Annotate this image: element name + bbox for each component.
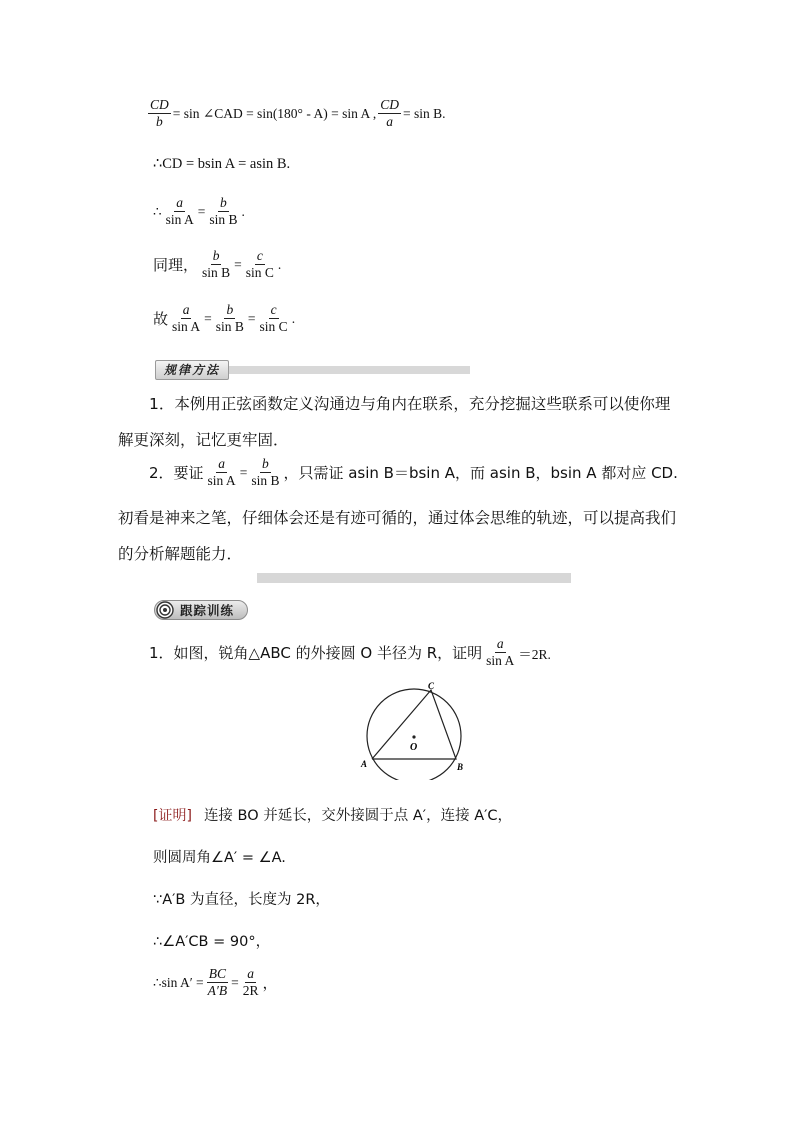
circumcircle-figure — [358, 680, 478, 780]
fraction-a-sinA: $\frac{a}{\text{sin A}}$ — [486, 636, 515, 668]
label-o: O — [410, 742, 418, 753]
section-divider — [257, 573, 571, 583]
fraction-c-sinC: $\frac{c}{\text{sin C}}$ — [245, 248, 274, 280]
fraction-a-2r: $\frac{a}{2R}$ — [242, 966, 259, 998]
fraction-b-sinB: $\frac{b}{\text{sin B}}$ — [202, 248, 231, 280]
proof-line-2: ∴CD = bsin A = asin B. — [153, 156, 291, 172]
method-banner — [155, 360, 470, 378]
fraction-b-sinB: $\frac{b}{\text{sin B}}$ — [251, 456, 280, 488]
proof2-line-2: 则圆周角∠A′ = ∠A. — [153, 850, 286, 866]
exercise-1: 1．如图，锐角△ABC 的外接圆 O 半径为 R，证明 $\frac{a}{\text{sin A}}$ ＝2R. — [149, 636, 551, 668]
fraction-cd-a: $\frac{CD}{a}$ — [380, 97, 399, 129]
proof2-line-5: ∴sin A′ = $\frac{BC}{A'B}$ = $\frac{a}{2R}$ ， — [153, 966, 278, 998]
fraction-a-sinA: $\frac{a}{\text{sin A}}$ — [165, 195, 194, 227]
proof-tag: [证明] — [153, 807, 192, 824]
fraction-b-sinB: $\frac{b}{\text{sin B}}$ — [215, 302, 244, 334]
method-label: 规律方法 — [155, 360, 229, 380]
fraction-cd-b: $\frac{CD}{b}$ — [150, 97, 169, 129]
fraction-c-sinC: $\frac{c}{\text{sin C}}$ — [259, 302, 288, 334]
label-a: A — [361, 759, 368, 769]
tracking-training-banner — [154, 600, 248, 620]
proof-line-3: ∴ $\frac{a}{\text{sin A}}$ = $\frac{b}{\text{sin B}}$ . — [153, 195, 245, 227]
proof2-line-1: [证明] 连接 BO 并延长，交外接圆于点 A′，连接 A′C， — [153, 804, 512, 825]
method-point-2-continued: 初看是神来之笔，仔细体会还是有迹可循的，通过体会思维的轨迹，可以提高我们的分析解题能力． — [118, 509, 677, 563]
proof2-line-3: ∵A′B 为直径，长度为 2R， — [153, 892, 330, 908]
center-point — [412, 735, 415, 738]
fraction-bc-ab: $\frac{BC}{A'B}$ — [207, 966, 228, 998]
fraction-a-sinA: $\frac{a}{\text{sin A}}$ — [207, 456, 236, 488]
label-c: C — [428, 681, 435, 691]
method-point-1: 1．本例用正弦函数定义沟通边与角内在联系，充分挖掘这些联系可以使你理解更深刻，记忆更牢固． — [118, 395, 671, 449]
method-point-2: 2．要证 $\frac{a}{\text{sin A}}$ = $\frac{b}{\text{sin B}}$ ，只需证 asin B＝bsin A，而 asin B，bsin A 都对应 CD. — [149, 456, 678, 488]
tracking-label: 跟踪训练 — [180, 603, 235, 618]
fraction-b-sinB: $\frac{b}{\text{sin B}}$ — [209, 195, 238, 227]
proof-line-5: 故 $\frac{a}{\text{sin A}}$ = $\frac{b}{\text{sin B}}$ = $\frac{c}{\text{sin C}}$ . — [153, 302, 296, 334]
label-b: B — [457, 762, 464, 772]
proof-line-4: 同理， $\frac{b}{\text{sin B}}$ = $\frac{c}{\text{sin C}}$ . — [153, 248, 282, 280]
target-icon — [156, 601, 176, 619]
fraction-a-sinA: $\frac{a}{\text{sin A}}$ — [172, 302, 201, 334]
proof-line-1: $\frac{CD}{b}$ = sin ∠CAD = sin(180° - A) = sin A , $\frac{CD}{a}$ = sin B. — [150, 97, 446, 129]
proof2-line-4: ∴∠A′CB = 90°， — [153, 934, 271, 950]
